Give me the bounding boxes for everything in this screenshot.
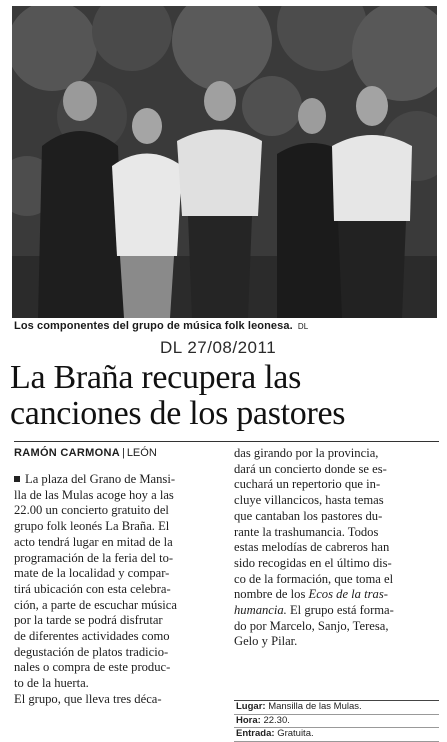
- body-line: por la tarde se podrá disfrutar: [14, 613, 163, 628]
- info-row-hora: Hora: 22.30.: [234, 715, 439, 729]
- body-line: cuchará un repertorio que in-: [234, 477, 381, 492]
- info-row-entrada: Entrada: Gratuita.: [234, 728, 439, 742]
- body-line: 22.00 un concierto gratuito del: [14, 503, 169, 518]
- headline-line-1: La Braña recupera las: [10, 359, 302, 396]
- body-line: das girando por la provincia,: [234, 446, 379, 460]
- event-info-box: [234, 700, 439, 742]
- body-line: grupo folk leonés La Braña. El: [14, 519, 170, 534]
- body-line: dará un concierto donde se es-: [234, 461, 387, 476]
- photo-credit: DL: [297, 322, 309, 331]
- group-photo-illustration: [12, 6, 437, 318]
- headline-divider: [14, 441, 439, 442]
- body-line: programación de la feria del to-: [14, 550, 174, 565]
- body-line: mate de la localidad y compar-: [14, 566, 170, 581]
- byline-author: RAMÓN CARMONA: [14, 447, 120, 459]
- photo-caption: [14, 320, 439, 332]
- body-line: co de la formación, que toma el: [234, 571, 394, 586]
- body-line: Gelo y Pilar.: [234, 634, 298, 649]
- byline-separator: |: [121, 447, 125, 459]
- body-line: degustación de platos tradicio-: [14, 644, 169, 659]
- body-line: estas melodías de cabreros han: [234, 540, 390, 555]
- body-line: humancia. El grupo está forma-: [234, 603, 394, 618]
- body-line: de diferentes actividades como: [14, 629, 170, 644]
- group-photo: [12, 6, 437, 318]
- body-line: rante la trashumancia. Todos: [234, 524, 379, 539]
- album-title-part-1: Ecos de la tras-: [308, 587, 388, 602]
- article-column-left: [14, 446, 222, 708]
- body-line: to de la huerta.: [14, 676, 89, 691]
- body-line: nales o compra de este produc-: [14, 660, 171, 675]
- body-line: El grupo, que lleva tres déca-: [14, 691, 162, 706]
- byline: [14, 446, 222, 461]
- article-column-right: [234, 446, 439, 650]
- body-line: acto tendrá lugar en mitad de la: [14, 534, 173, 549]
- headline-line-2: canciones de los pastores: [10, 395, 346, 432]
- body-line: lla de las Mulas acoge hoy a las: [14, 487, 174, 502]
- body-line: que cantaban los pastores du-: [234, 508, 383, 523]
- body-line: nombre de los Ecos de la tras-: [234, 587, 388, 602]
- body-line: ción, a parte de escuchar música: [14, 597, 177, 612]
- byline-place: LEÓN: [126, 447, 157, 459]
- album-title-part-2: humancia.: [234, 603, 287, 618]
- body-line: tirá ubicación con esta celebra-: [14, 581, 171, 596]
- paragraph-bullet-icon: [14, 476, 20, 482]
- headline: [10, 360, 440, 432]
- body-line: cluye villancicos, hasta temas: [234, 493, 384, 508]
- body-line: do por Marcelo, Sanjo, Teresa,: [234, 618, 389, 633]
- body-line: La plaza del Grano de Mansi-: [14, 472, 222, 488]
- info-row-lugar: Lugar: Mansilla de las Mulas.: [234, 701, 439, 715]
- date-stamp: DL 27/08/2011: [160, 338, 277, 357]
- caption-text: Los componentes del grupo de música folk leonesa.: [14, 320, 293, 332]
- body-line: sido recogidas en el último dis-: [234, 555, 392, 570]
